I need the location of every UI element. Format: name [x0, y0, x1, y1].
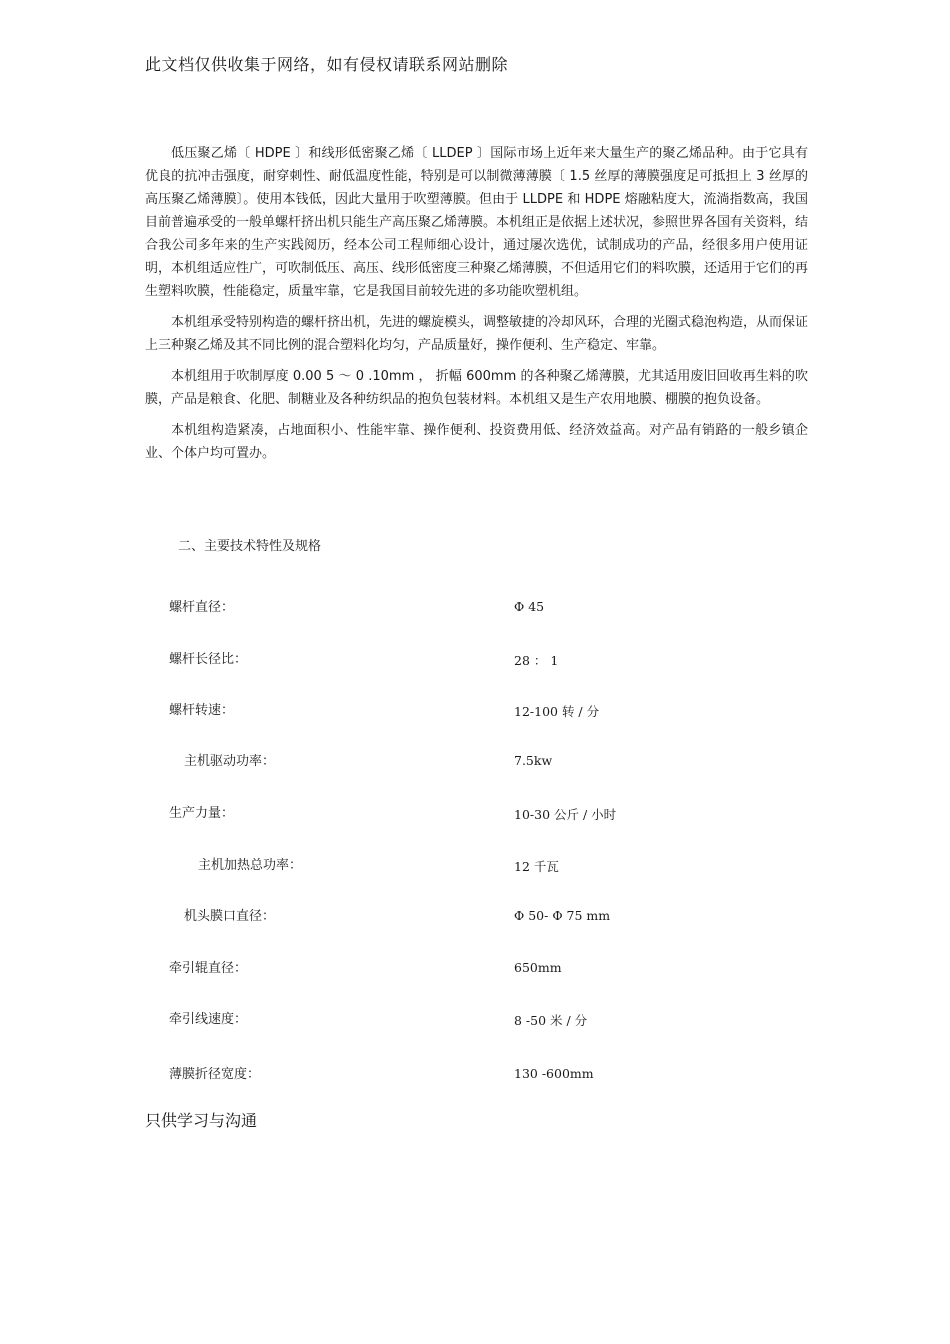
spec-row-output — [0, 802, 950, 826]
spec-row-die-diameter — [0, 905, 950, 929]
spec-label: 螺杆直径： — [169, 600, 235, 615]
spec-label: 牵引辊直径： — [169, 961, 248, 976]
paragraph-3: 本机组用于吹制厚度 0.00 5 ～ 0 .10mm ， 折幅 600mm 的各种聚乙烯薄膜，尤其适用废旧回收再生料的吹膜，产品是粮食、化肥、制糖业及各种纺织品的抱负包装材料。本机组又是生产农用地膜、棚膜的抱负设备。 — [145, 369, 808, 407]
spec-row-screw-speed — [0, 699, 950, 723]
spec-label: 薄膜折径宽度： — [169, 1067, 261, 1082]
spec-value: 650mm — [514, 960, 562, 975]
footer-note: 只供学习与沟通 — [145, 1111, 258, 1130]
intro-body — [145, 142, 808, 473]
paragraph-1: 低压聚乙烯〔 HDPE 〕和线形低密聚乙烯〔 LLDEP 〕国际市场上近年来大量生产的聚乙烯品种。由于它具有优良的抗冲击强度，耐穿刺性、耐低温度性能，特别是可以制微薄薄膜〔 1.5 丝厚的薄膜强度足可抵担上 3 丝厚的高压聚乙烯薄膜〕。使用本钱低，因此大量用于吹塑薄膜。但由于 LLDPE 和 HDPE 熔融粘度大，流淌指数高，我国目前普遍承受的一般单螺杆挤出机只能生产高压聚乙烯薄膜。本机组正是依据上述状况，参照世界各国有关资料，结合我公司多年来的生产实践阅历，经本公司工程师细心设计，通过屡次选优，试制成功的产品，经很多用户使用证明，本机组适应性广，可吹制低压、高压、线形低密度三种聚乙烯薄膜，不但适用它们的料吹膜，还适用于它们的再生塑料吹膜，性能稳定，质量牢靠，它是我国目前较先进的多功能吹塑机组。 — [145, 146, 809, 299]
spec-value: 12 千瓦 — [514, 859, 559, 874]
spec-row-heating-power — [0, 854, 950, 878]
spec-value: 8 -50 米 / 分 — [514, 1013, 588, 1028]
paragraph-4: 本机组构造紧凑，占地面积小、性能牢靠、操作便利、投资费用低、经济效益高。对产品有销路的一般乡镇企业、个体户均可置办。 — [145, 423, 808, 461]
spec-label: 螺杆长径比： — [169, 652, 248, 667]
header-disclaimer: 此文档仅供收集于网络，如有侵权请联系网站删除 — [145, 55, 509, 74]
spec-row-roller-diameter — [0, 957, 950, 981]
spec-value: 12-100 转 / 分 — [514, 704, 600, 719]
spec-label: 机头膜口直径： — [184, 909, 276, 924]
spec-row-screw-ratio — [0, 648, 950, 672]
spec-value: 7.5kw — [514, 753, 553, 768]
spec-row-haul-speed — [0, 1008, 950, 1032]
spec-row-drive-power — [0, 750, 950, 774]
spec-label: 主机驱动功率： — [184, 754, 276, 769]
spec-row-film-width — [0, 1063, 950, 1087]
spec-value: Φ 45 — [514, 599, 545, 614]
spec-value: 130 -600mm — [514, 1066, 594, 1081]
paragraph-2: 本机组承受特别构造的螺杆挤出机，先进的螺旋模头，调整敏捷的冷却风环，合理的光圈式稳泡构造，从而保证上三种聚乙烯及其不同比例的混合塑料化均匀，产品质量好，操作便利、生产稳定、牢靠。 — [145, 315, 809, 353]
spec-label: 主机加热总功率： — [198, 858, 303, 873]
spec-row-screw-diameter — [0, 596, 950, 620]
spec-value: Φ 50- Φ 75 mm — [514, 908, 611, 923]
spec-value: 10-30 公斤 / 小时 — [514, 807, 617, 822]
spec-label: 牵引线速度： — [169, 1012, 248, 1027]
spec-label: 螺杆转速： — [169, 703, 235, 718]
section-title: 二、主要技术特性及规格 — [178, 539, 322, 554]
spec-value: 28 ： 1 — [514, 653, 559, 668]
spec-label: 生产力量： — [169, 806, 235, 821]
